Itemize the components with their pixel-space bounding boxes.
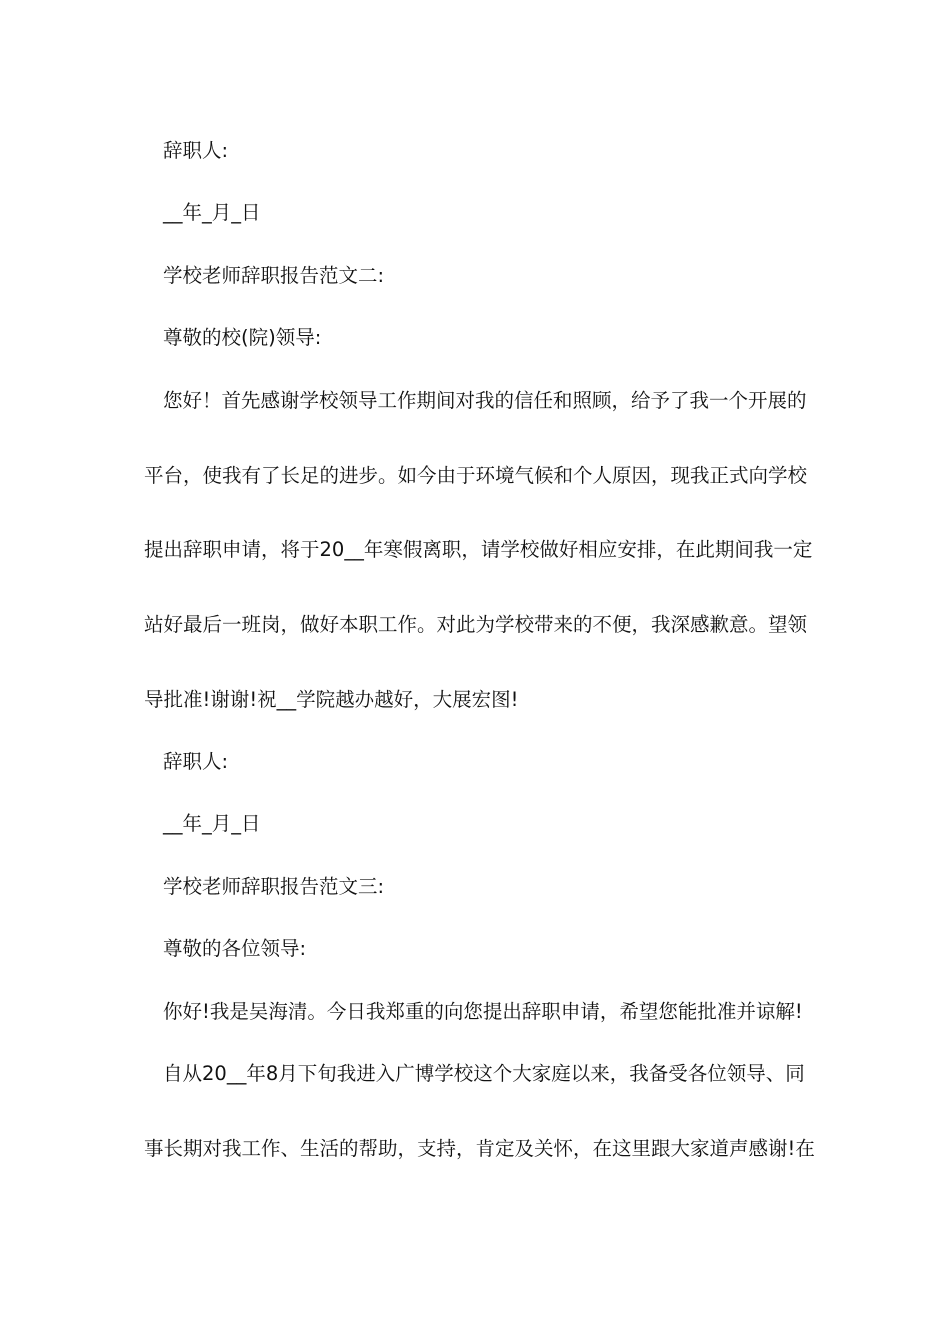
paragraph-3-2-line-2: 事长期对我工作、生活的帮助，支持，肯定及关怀，在这里跟大家道声感谢!在 — [144, 1137, 815, 1160]
body-line-4: 站好最后一班岗，做好本职工作。对此为学校带来的不便，我深感歉意。望领 — [144, 613, 808, 636]
body-line-1: 您好！首先感谢学校领导工作期间对我的信任和照顾，给予了我一个开展的 — [163, 389, 807, 412]
signer-label-1: 辞职人: — [163, 139, 229, 162]
section-title-3: 学校老师辞职报告范文三: — [163, 875, 385, 898]
date-line-1: __年_月_日 — [163, 201, 261, 224]
salutation-2: 尊敬的校(院)领导: — [163, 326, 322, 349]
body-line-2: 平台，使我有了长足的进步。如今由于环境气候和个人原因，现我正式向学校 — [144, 464, 808, 487]
date-line-2: __年_月_日 — [163, 812, 261, 835]
body-line-5: 导批准!谢谢!祝__学院越办越好，大展宏图! — [144, 688, 519, 711]
salutation-3: 尊敬的各位领导: — [163, 937, 307, 960]
signer-label-2: 辞职人: — [163, 750, 229, 773]
section-title-2: 学校老师辞职报告范文二: — [163, 264, 385, 287]
body-line-3: 提出辞职申请，将于20__年寒假离职，请学校做好相应安排，在此期间我一定 — [144, 538, 813, 561]
paragraph-3-1: 你好!我是吴海清。今日我郑重的向您提出辞职申请，希望您能批准并谅解! — [163, 1000, 803, 1023]
paragraph-3-2-line-1: 自从20__年8月下旬我进入广博学校这个大家庭以来，我备受各位领导、同 — [163, 1062, 805, 1085]
